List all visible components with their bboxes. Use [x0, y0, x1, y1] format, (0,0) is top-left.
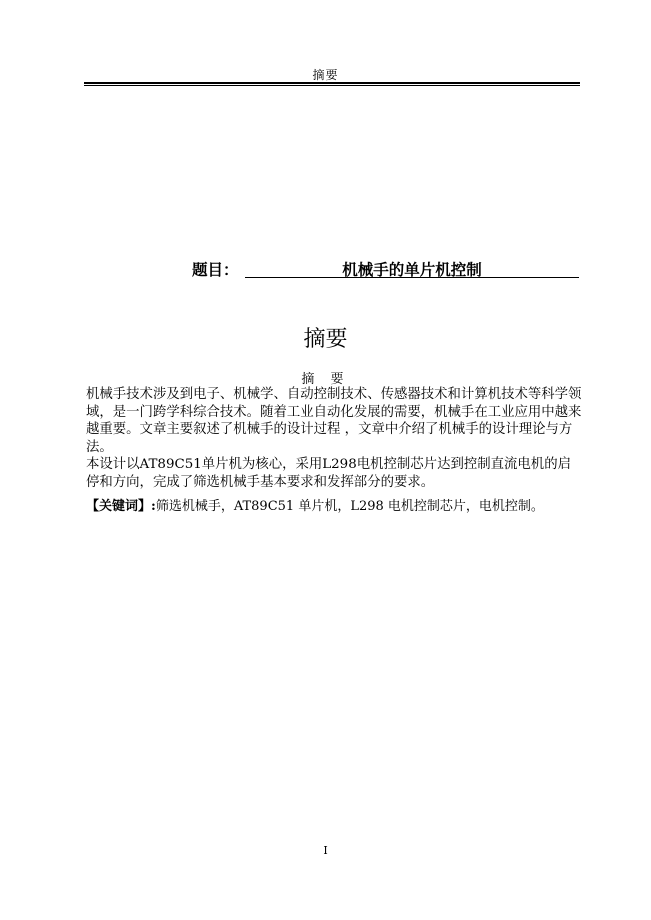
abstract-body — [86, 386, 582, 516]
topic-value: 机械手的单片机控制 — [245, 258, 579, 278]
keywords-label: 【关键词】: — [86, 499, 156, 514]
abstract-paragraph-2: 本设计以AT89C51单片机为核心，采用L298电机控制芯片达到控制直流电机的启停和方向，完成了筛选机械手基本要求和发挥部分的要求。 — [86, 457, 571, 490]
keywords-line — [86, 498, 582, 516]
abstract-paragraph-1: 机械手技术涉及到电子、机械学、自动控制技术、传感器技术和计算机技术等科学领域，是一门跨学科综合技术。随着工业自动化发展的需要，机械手在工业应用中越来越重要。文章主要叙述了机械手的设计过程 ，文章中介绍了机械手的设计理论与方法。 — [86, 387, 582, 455]
keywords-value: 筛选机械手，AT89C51 单片机，L298 电机控制芯片，电机控制。 — [155, 499, 544, 514]
page-title: 摘要 — [303, 327, 348, 352]
abstract-subtitle: 摘 要 — [301, 372, 350, 387]
running-header-title: 摘要 — [312, 68, 339, 82]
header-rule — [84, 82, 580, 86]
page-number: I — [323, 844, 328, 857]
topic-label: 题目： — [192, 261, 239, 279]
